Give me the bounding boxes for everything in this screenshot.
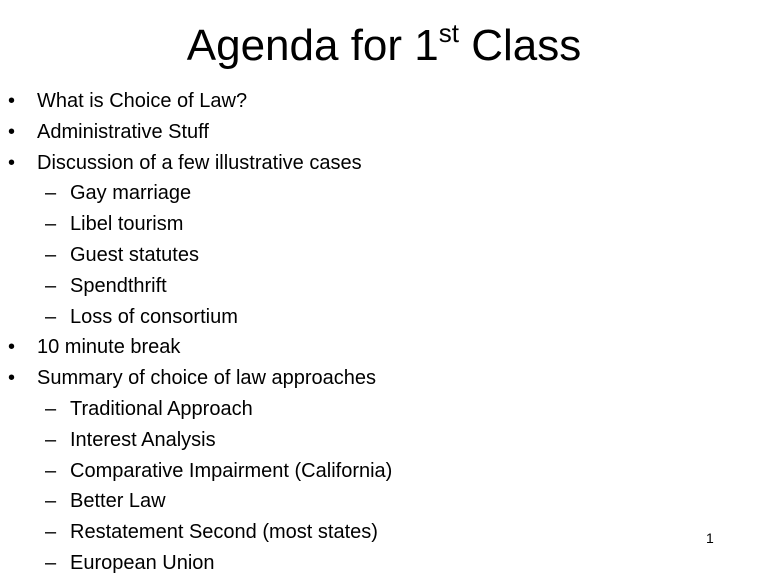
dash-icon: – [45, 274, 57, 297]
agenda-subitem [0, 271, 700, 302]
agenda-list [0, 86, 700, 579]
dash-icon: – [45, 182, 57, 205]
agenda-subitem-text: Loss of consortium [70, 305, 238, 328]
agenda-item [0, 117, 700, 148]
bullet-icon: • [8, 336, 16, 359]
dash-icon: – [45, 213, 57, 236]
agenda-subitem [0, 394, 700, 425]
agenda-item-text: 10 minute break [37, 336, 181, 359]
agenda-subitem-text: Libel tourism [70, 213, 184, 236]
agenda-subitem-text: Interest Analysis [70, 428, 216, 451]
dash-icon: – [45, 459, 57, 482]
agenda-item-text: Discussion of a few illustrative cases [37, 151, 362, 174]
title-text-end: Class [458, 21, 582, 70]
bullet-icon: • [8, 120, 16, 143]
slide-title [0, 18, 768, 74]
agenda-subitem [0, 178, 700, 209]
agenda-subitem [0, 486, 700, 517]
agenda-subitem [0, 302, 700, 333]
agenda-item [0, 363, 700, 394]
agenda-subitem [0, 240, 700, 271]
dash-icon: – [45, 243, 57, 266]
agenda-item-text: Summary of choice of law approaches [37, 367, 377, 390]
agenda-subitem-text: Guest statutes [70, 243, 199, 266]
agenda-item-text: Administrative Stuff [37, 120, 209, 143]
agenda-item-text: What is Choice of Law? [37, 90, 248, 112]
agenda-subitem-text: Better Law [70, 490, 166, 513]
bullet-icon: • [8, 90, 16, 112]
dash-icon: – [45, 305, 57, 328]
dash-icon: – [45, 521, 57, 544]
dash-icon: – [45, 490, 57, 513]
page-number: 1 [706, 530, 714, 546]
agenda-item [0, 86, 700, 117]
agenda-subitem-text: Traditional Approach [70, 397, 253, 420]
agenda-subitem-text: Spendthrift [70, 274, 167, 297]
agenda-subitem-text: Gay marriage [70, 182, 192, 205]
agenda-subitem [0, 517, 700, 548]
agenda-item [0, 148, 700, 179]
agenda-subitem [0, 425, 700, 456]
agenda-subitem-text: Restatement Second (most states) [70, 521, 378, 544]
title-text: Agenda for 1 [186, 21, 439, 70]
agenda-subitem [0, 548, 700, 579]
agenda-item [0, 332, 700, 363]
bullet-icon: • [8, 151, 16, 174]
title-superscript: st [438, 18, 459, 48]
agenda-subitem [0, 456, 700, 487]
agenda-subitem-text: European Union [70, 551, 215, 574]
dash-icon: – [45, 551, 57, 574]
dash-icon: – [45, 428, 57, 451]
dash-icon: – [45, 397, 57, 420]
agenda-subitem-text: Comparative Impairment (California) [70, 459, 393, 482]
bullet-icon: • [8, 367, 16, 390]
agenda-subitem [0, 209, 700, 240]
